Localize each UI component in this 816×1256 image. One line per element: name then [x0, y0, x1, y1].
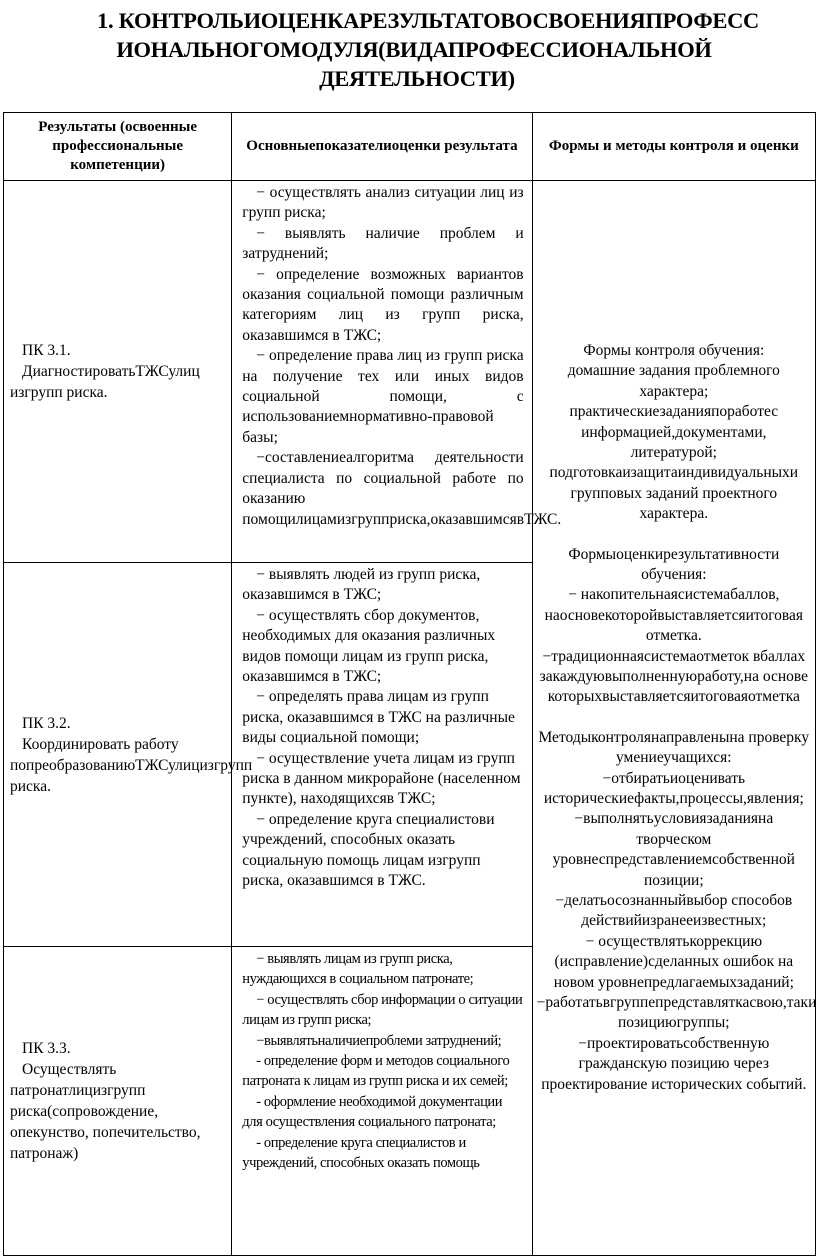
forms-line: − осуществлятькоррекцию (исправление)сделанных ошибок на новом уровнепредлагаемыхзаданий; [553, 932, 794, 991]
table-row [4, 181, 816, 563]
indicators-cell [232, 563, 532, 947]
indicator-item: − определение круга специалистови учреждений, способных оказать социальную помощь лицам изгрупп риска, оказавшимся в ТЖС. [242, 810, 495, 890]
indicator-item: − осуществлять сбор информации о ситуации лицам из групп риска; [242, 991, 523, 1029]
forms-line: −отбиратьиоценивать историческиефакты,процессы,явления; [543, 769, 804, 808]
forms-line: −делатьосознанныйвыбор способов действийизранееизвестных; [555, 892, 793, 930]
forms-line: −традиционнаясистемаотметок вбаллах закаждуювыполненнуюработу,на основе которыхвыставляетсяитоговаяотметка [539, 647, 809, 706]
indicator-item: − осуществление учета лицам из групп риска в данном микрорайоне (населенном пункте), находящихсяв ТЖС; [242, 749, 521, 808]
indicator-item: −выявлятьналичиепроблеми затруднений; [256, 1032, 502, 1049]
indicator-item: − определять права лицам из групп риска, оказавшимся в ТЖС на различные виды социальной помощи; [242, 688, 515, 747]
indicator-item: − выявлять лицам из групп риска, нуждающихся в социальном патронате; [242, 951, 474, 988]
title-line-1: 1. КОНТРОЛЬИОЦЕНКАРЕЗУЛЬТАТОВОСВОЕНИЯПРОФЕСС [97, 8, 759, 33]
forms-line: практическиезаданияпоработес информацией,документами, литературой; [569, 403, 779, 461]
competence-cell [4, 181, 232, 563]
indicator-item: − выявлять наличие проблем и затруднений; [242, 224, 524, 263]
forms-line: Формыоценкирезультативности обучения: [568, 545, 780, 583]
spacer [537, 525, 811, 545]
indicator-item: − осуществлять сбор документов, необходимых для оказания различных видов помощи лицам из групп риска, оказавшимся в ТЖС; [242, 606, 496, 686]
competence-cell [4, 563, 253, 947]
indicator-item: - определение круга специалистов и учреждений, способных оказать помощь [242, 1134, 480, 1172]
competence-code: ПК 3.1. [22, 342, 71, 359]
indicators-cell [232, 947, 532, 1256]
competence-text: Координировать работу попреобразованиюТЖСулицизгрупп риска. [10, 735, 253, 795]
header-results: Результаты (освоенные профессиональные компетенции) [4, 113, 232, 181]
forms-line: −работатьвгруппепредставляткасвою,таки позициюгруппы; [536, 994, 816, 1032]
header-indicators: Основныепоказателиоценки результата [232, 113, 532, 181]
competence-code: ПК 3.2. [22, 714, 71, 732]
forms-line: −выполнятьусловиязаданияна творческом уровнеспредставлениемсобственной позиции; [552, 810, 795, 889]
indicator-item: − определение возможных вариантов оказания социальной помощи различным категориям лиц из групп риска, оказавшимся в ТЖС; [242, 265, 524, 344]
title-line-3: ДЕЯТЕЛЬНОСТИ) [319, 66, 515, 91]
competence-cell [4, 947, 232, 1256]
competence-text: Осуществлять патронатлицизгрупп риска(сопровождение, опекунство, попечительство, патронаж) [10, 1061, 201, 1162]
indicators-cell [232, 181, 562, 563]
table-header-row [4, 113, 816, 181]
indicator-item: - определение форм и методов социального патроната к лицам из групп риска и их семей; [242, 1053, 510, 1090]
indicator-item: - оформление необходимой документации для осуществления социального патроната; [242, 1093, 503, 1131]
forms-line: Формы контроля обучения: [583, 341, 765, 359]
indicator-item: − определение права лиц из групп риска на получение тех или иных видов социальной помощи, с использованиемнормативно-правовой базы; [242, 347, 524, 446]
header-forms: Формы и методы контроля и оценки [532, 113, 815, 181]
title-line-2: ИОНАЛЬНОГОМОДУЛЯ(ВИДАПРОФЕССИОНАЛЬНОЙ [116, 37, 712, 62]
spacer [537, 708, 811, 728]
document-title [0, 6, 816, 93]
competence-code: ПК 3.3. [22, 1040, 71, 1057]
forms-line: − накопительнаясистемабаллов, наосновекоторойвыставляетсяитоговая отметка. [544, 586, 804, 645]
forms-line: Методыконтролянаправленына проверку умениеучащихся: [538, 728, 810, 767]
indicator-item: − осуществлять анализ ситуации лиц из групп риска; [242, 184, 524, 222]
indicator-item: − выявлять людей из групп риска, оказавшимся в ТЖС; [242, 566, 481, 604]
assessment-table [3, 112, 816, 1256]
forms-line: подготовкаизащитаиндивидуальныхи групповых заданий проектного характера. [549, 464, 799, 523]
competence-text: ДиагностироватьТЖСулиц изгрупп риска. [10, 363, 200, 401]
forms-methods-cell [532, 181, 815, 1256]
forms-line: −проектироватьсобственную гражданскую позицию через проектирование исторических событий. [541, 1034, 807, 1093]
indicator-item: −составлениеалгоритма деятельности специалиста по социальной работе по оказанию помощилицамизгрупприска,оказавшимсявТЖС. [242, 449, 562, 528]
forms-line: домашние задания проблемного характера; [567, 362, 780, 400]
